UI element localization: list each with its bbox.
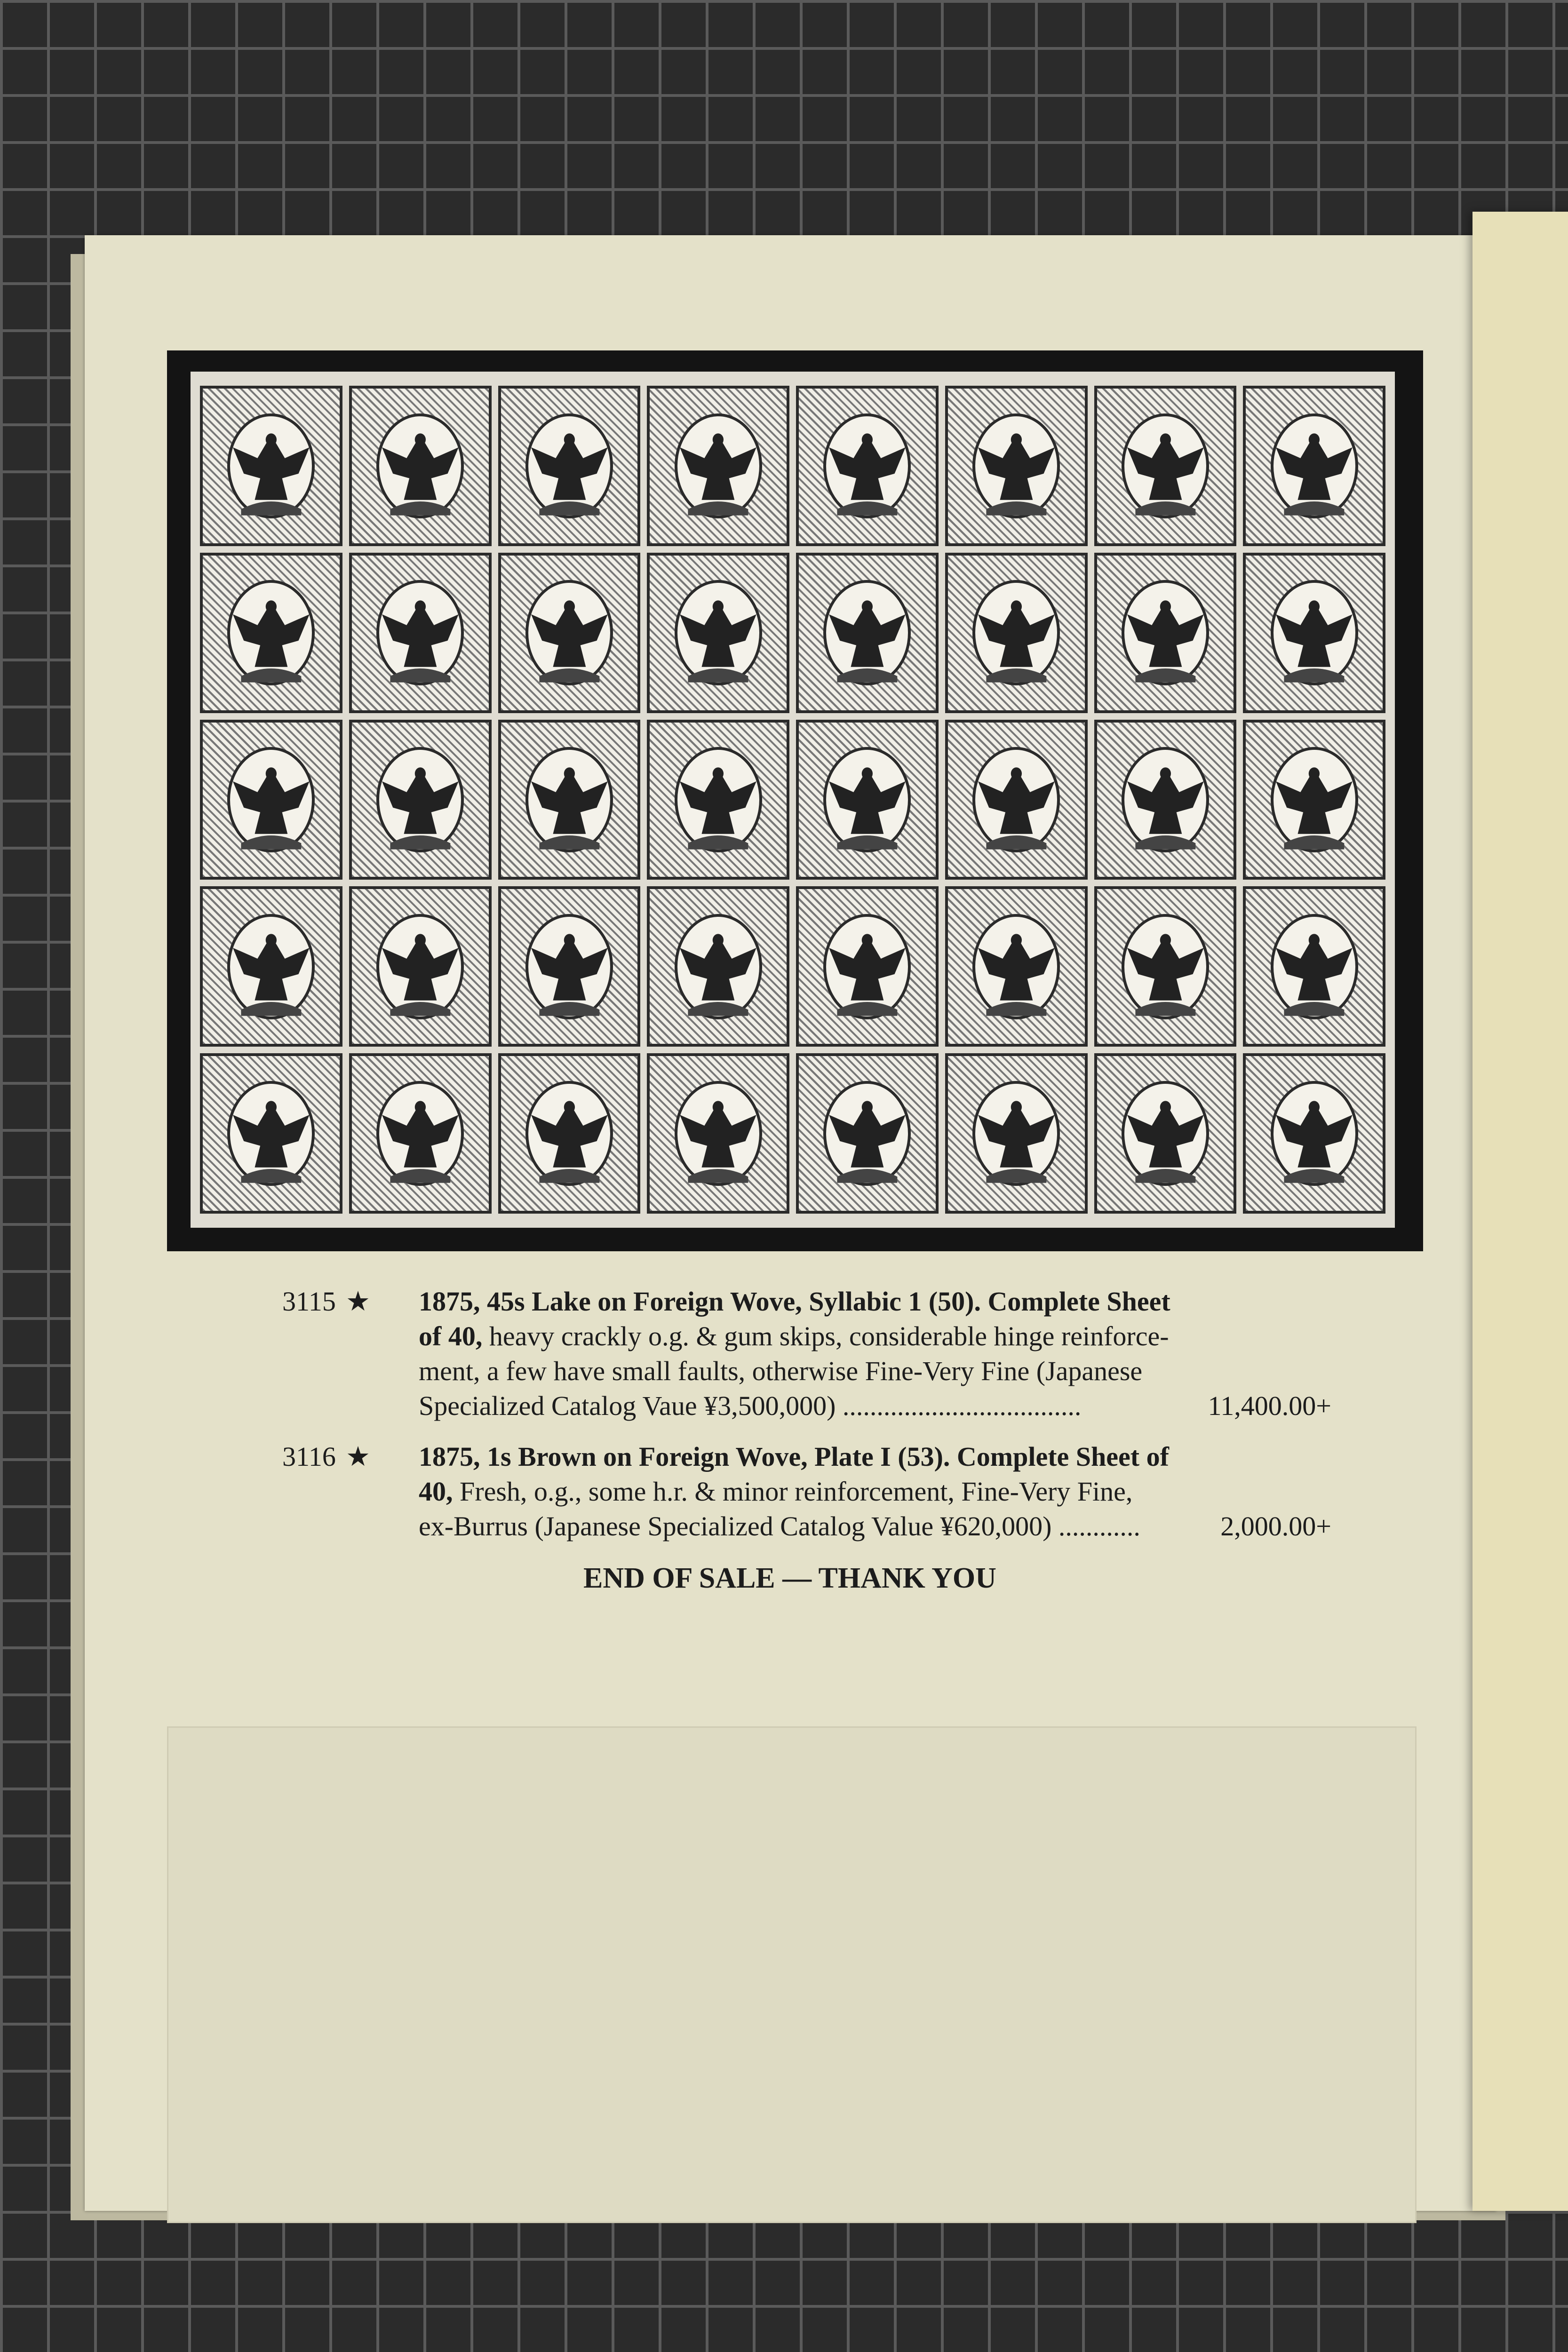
lot-line-2: Fresh, o.g., some h.r. & minor reinforcement, Fine-Very Fine, bbox=[453, 1476, 1133, 1507]
stamp-image bbox=[349, 886, 492, 1047]
lot-number: 3116 bbox=[282, 1441, 336, 1472]
stamp-image bbox=[796, 553, 939, 713]
stamp-image bbox=[796, 1053, 939, 1214]
stamp-sheet bbox=[191, 372, 1395, 1228]
stamp-image bbox=[647, 886, 789, 1047]
star-icon: ★ bbox=[346, 1286, 370, 1317]
stamp-image bbox=[498, 886, 641, 1047]
lot-price: 2,000.00+ bbox=[1220, 1511, 1331, 1542]
stamp-image bbox=[945, 553, 1088, 713]
lot-line-2: heavy crackly o.g. & gum skips, considerable hinge reinforce- bbox=[482, 1321, 1169, 1351]
stamp-image bbox=[945, 720, 1088, 880]
blank-panel bbox=[167, 1726, 1417, 2223]
lot-price: 11,400.00+ bbox=[1208, 1391, 1331, 1421]
stamp-image bbox=[1243, 553, 1385, 713]
end-of-sale-text: END OF SALE — THANK YOU bbox=[583, 1562, 996, 1594]
stamp-image bbox=[349, 720, 492, 880]
star-icon: ★ bbox=[346, 1441, 370, 1472]
stamp-image bbox=[200, 1053, 342, 1214]
lot-line-3: ex-Burrus (Japanese Specialized Catalog Value ¥620,000) ............ bbox=[419, 1511, 1140, 1542]
stamp-image bbox=[498, 553, 641, 713]
stamp-image bbox=[349, 386, 492, 546]
stamp-image bbox=[349, 553, 492, 713]
stamp-image bbox=[945, 386, 1088, 546]
stamp-image bbox=[796, 886, 939, 1047]
stamp-image bbox=[349, 1053, 492, 1214]
stamp-image bbox=[945, 886, 1088, 1047]
stamp-image bbox=[498, 386, 641, 546]
stamp-image bbox=[945, 1053, 1088, 1214]
stamp-image bbox=[647, 553, 789, 713]
stamp-image bbox=[200, 386, 342, 546]
lot-title-cont: 40, bbox=[419, 1476, 453, 1507]
stamp-image bbox=[647, 386, 789, 546]
lot-description bbox=[419, 1439, 1331, 1544]
lot-number: 3115 bbox=[282, 1286, 336, 1317]
stamp-image bbox=[796, 386, 939, 546]
stamp-image bbox=[200, 720, 342, 880]
stamp-image bbox=[647, 1053, 789, 1214]
stamp-image bbox=[647, 720, 789, 880]
stamp-image bbox=[1243, 886, 1385, 1047]
facing-page-edge bbox=[1472, 212, 1568, 2211]
stamp-image bbox=[1243, 720, 1385, 880]
stamp-image bbox=[498, 720, 641, 880]
stamp-image bbox=[796, 720, 939, 880]
lot-title-cont: of 40, bbox=[419, 1321, 483, 1351]
lot-line-4: Specialized Catalog Vaue ¥3,500,000) ................................... bbox=[419, 1391, 1082, 1421]
stamp-image bbox=[200, 553, 342, 713]
stamp-image bbox=[1094, 1053, 1237, 1214]
lot-description bbox=[419, 1284, 1331, 1423]
stamp-image bbox=[1094, 886, 1237, 1047]
lot-title: 1875, 45s Lake on Foreign Wove, Syllabic 1 (50). Complete Sheet bbox=[419, 1286, 1170, 1317]
stamp-image bbox=[498, 1053, 641, 1214]
stamp-image bbox=[200, 886, 342, 1047]
stamp-grid bbox=[200, 386, 1385, 1214]
stamp-image bbox=[1243, 1053, 1385, 1214]
stamp-image bbox=[1243, 386, 1385, 546]
stamp-image bbox=[1094, 553, 1237, 713]
lot-title: 1875, 1s Brown on Foreign Wove, Plate I (53). Complete Sheet of bbox=[419, 1441, 1169, 1472]
stamp-image bbox=[1094, 386, 1237, 546]
lot-line-3: ment, a few have small faults, otherwise Fine-Very Fine (Japanese bbox=[419, 1356, 1143, 1386]
stamp-image bbox=[1094, 720, 1237, 880]
